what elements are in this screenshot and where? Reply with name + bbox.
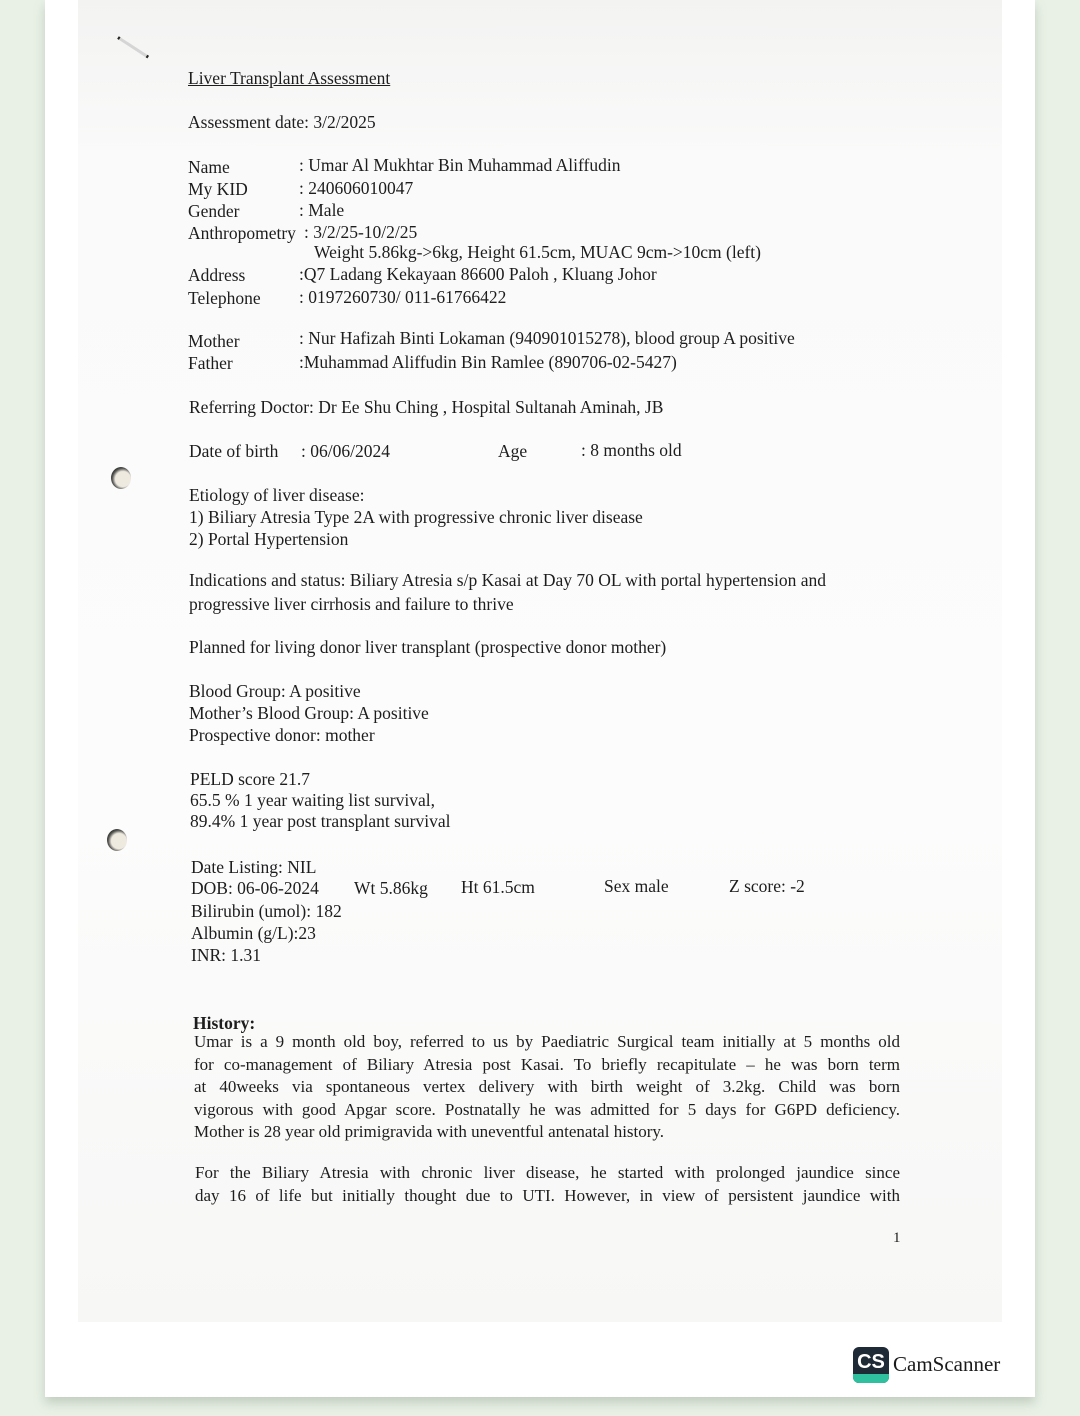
history-p1-line: Umar is a 9 month old boy, referred to us by Paediatric Surgical team initially at 5 months old xyxy=(194,1032,900,1051)
history-p1-line: vigorous with good Apgar score. Postnatally he was admitted for 5 days for G6PD deficiency. xyxy=(194,1099,900,1119)
assessment-date: Assessment date: 3/2/2025 xyxy=(188,112,376,132)
page-number: 1 xyxy=(893,1230,901,1246)
name-value: : Umar Al Mukhtar Bin Muhammad Aliffudin xyxy=(299,155,621,175)
father-value: :Muhammad Aliffudin Bin Ramlee (890706-02-5427) xyxy=(299,352,677,372)
mother-label: Mother xyxy=(188,331,240,351)
dob-label: Date of birth xyxy=(189,441,279,461)
kid-label: My KID xyxy=(188,179,248,199)
mother-value: : Nur Hafizah Binti Lokaman (940901015278), blood group A positive xyxy=(299,328,795,348)
age-label: Age xyxy=(498,441,528,461)
punch-hole-top xyxy=(111,467,131,489)
listing-weight: Wt 5.86kg xyxy=(354,878,428,898)
kid-value: : 240606010047 xyxy=(299,178,414,198)
history-p2-line: For the Biliary Atresia with chronic liver disease, he started with prolonged jaundice since xyxy=(195,1163,900,1182)
listing-zscore: Z score: -2 xyxy=(729,876,805,896)
bilirubin: Bilirubin (umol): 182 xyxy=(191,901,342,921)
telephone-value: : 0197260730/ 011-61766422 xyxy=(299,287,507,307)
post-transplant-survival: 89.4% 1 year post transplant survival xyxy=(190,811,451,831)
name-label: Name xyxy=(188,157,230,177)
history-p1-line: Mother is 28 year old primigravida with uneventful antenatal history. xyxy=(194,1122,665,1141)
listing-height: Ht 61.5cm xyxy=(461,877,535,897)
dob-value: : 06/06/2024 xyxy=(301,441,390,461)
peld-score: PELD score 21.7 xyxy=(190,769,311,789)
indications-line-2: progressive liver cirrhosis and failure to thrive xyxy=(189,594,514,614)
albumin: Albumin (g/L):23 xyxy=(191,923,316,943)
telephone-label: Telephone xyxy=(188,288,261,308)
date-listing: Date Listing: NIL xyxy=(191,857,317,877)
prospective-donor: Prospective donor: mother xyxy=(189,725,375,745)
address-label: Address xyxy=(188,265,246,285)
document-title: Liver Transplant Assessment xyxy=(188,68,391,88)
history-p1-line: for co-management of Biliary Atresia post Kasai. To briefly recapitulate – he was born term xyxy=(194,1054,900,1074)
blood-group: Blood Group: A positive xyxy=(189,681,361,701)
inr: INR: 1.31 xyxy=(191,945,261,965)
camscanner-logo-icon xyxy=(853,1347,889,1383)
camscanner-logo-text: CS xyxy=(857,1351,885,1373)
anthropometry-detail: Weight 5.86kg->6kg, Height 61.5cm, MUAC 9cm->10cm (left) xyxy=(314,242,762,262)
address-value: :Q7 Ladang Kekayaan 86600 Paloh , Kluang Johor xyxy=(299,264,657,284)
punch-hole-bottom xyxy=(107,829,127,851)
transplant-plan: Planned for living donor liver transplant (prospective donor mother) xyxy=(189,637,667,657)
history-p2-line: day 16 of life but initially thought due to UTI. However, in view of persistent jaundice with xyxy=(195,1185,900,1205)
listing-dob: DOB: 06-06-2024 xyxy=(191,878,319,898)
etiology-heading: Etiology of liver disease: xyxy=(189,485,365,505)
history-p1-line: at 40weeks via spontaneous vertex delivery with birth weight of 3.2kg. Child was born xyxy=(194,1077,900,1096)
waiting-list-survival: 65.5 % 1 year waiting list survival, xyxy=(190,790,435,810)
referring-doctor: Referring Doctor: Dr Ee Shu Ching , Hospital Sultanah Aminah, JB xyxy=(189,397,664,417)
history-paragraph-1 xyxy=(194,1031,900,1144)
father-label: Father xyxy=(188,353,233,373)
etiology-item-1: 1) Biliary Atresia Type 2A with progressive chronic liver disease xyxy=(189,507,643,527)
gender-value: : Male xyxy=(299,200,345,220)
anthropometry-value: : 3/2/25-10/2/25 xyxy=(304,222,418,242)
history-paragraph-2 xyxy=(195,1162,900,1207)
age-value: : 8 months old xyxy=(581,440,682,460)
mother-blood-group: Mother’s Blood Group: A positive xyxy=(189,703,429,723)
history-heading: History: xyxy=(193,1013,256,1033)
camscanner-name: CamScanner xyxy=(893,1352,1001,1376)
listing-sex: Sex male xyxy=(604,876,669,896)
anthropometry-label: Anthropometry xyxy=(188,223,296,243)
etiology-item-2: 2) Portal Hypertension xyxy=(189,529,349,549)
indications-line-1: Indications and status: Biliary Atresia s/p Kasai at Day 70 OL with portal hypertension and xyxy=(189,570,826,590)
gender-label: Gender xyxy=(188,201,240,221)
